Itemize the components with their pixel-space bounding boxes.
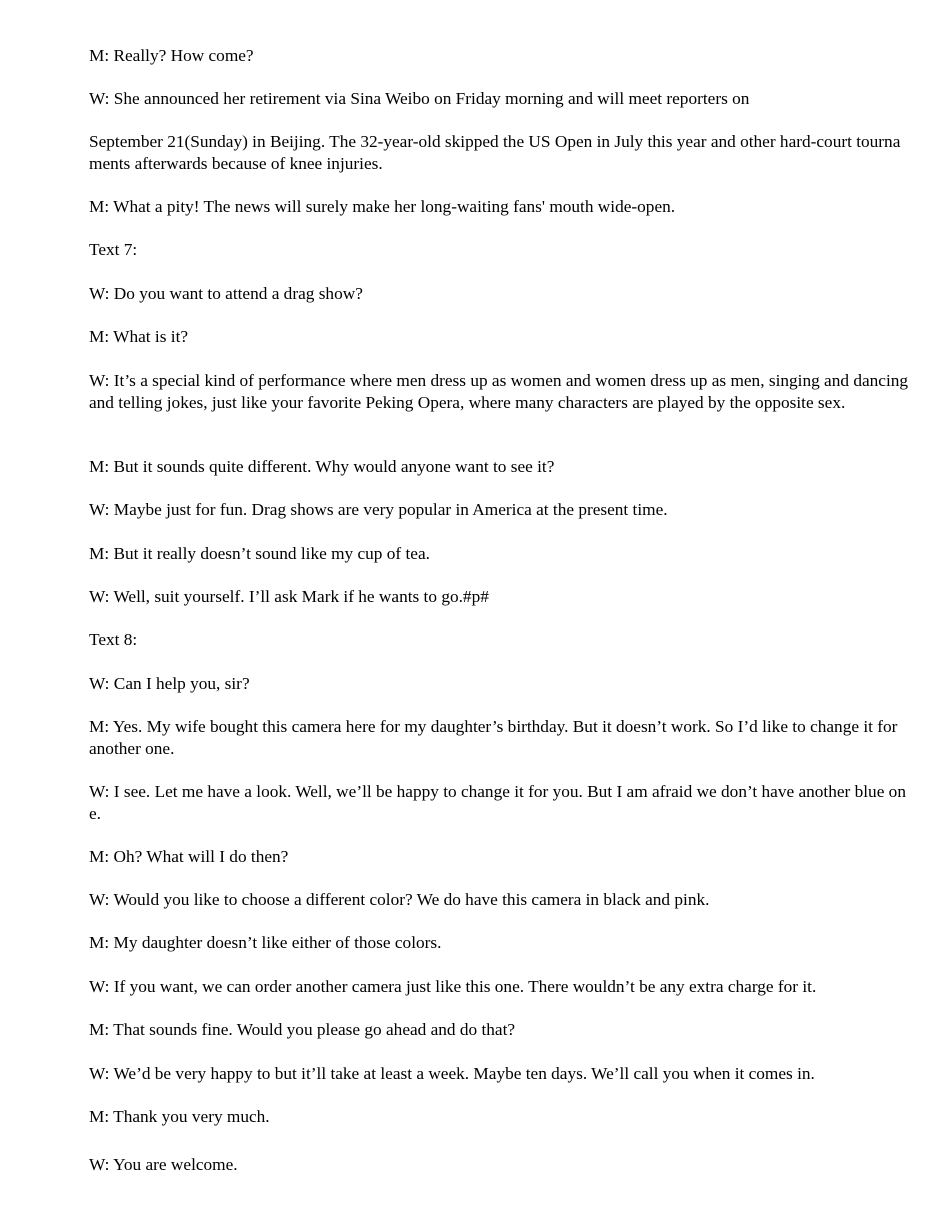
dialogue-line: M: But it sounds quite different. Why would anyone want to see it?: [89, 457, 555, 476]
dialogue-line: W: Can I help you, sir?: [89, 674, 250, 693]
dialogue-line: W: If you want, we can order another camera just like this one. There wouldn’t be any extra charge for it.: [89, 977, 817, 996]
dialogue-line: September 21(Sunday) in Beijing. The 32-year-old skipped the US Open in July this year and other hard-court tournaments afterwards because of knee injuries.: [89, 132, 901, 173]
section-heading-text-8: Text 8:: [89, 630, 138, 649]
dialogue-line: M: But it really doesn’t sound like my cup of tea.: [89, 544, 430, 563]
dialogue-line: W: We’d be very happy to but it’ll take at least a week. Maybe ten days. We’ll call you when it comes in.: [89, 1064, 815, 1083]
dialogue-line: W: Do you want to attend a drag show?: [89, 284, 363, 303]
dialogue-line: M: Really? How come?: [89, 46, 254, 65]
dialogue-line: M: What a pity! The news will surely make her long-waiting fans' mouth wide-open.: [89, 197, 676, 216]
dialogue-line: W: Would you like to choose a different color? We do have this camera in black and pink.: [89, 890, 710, 909]
dialogue-line: M: That sounds fine. Would you please go ahead and do that?: [89, 1020, 516, 1039]
dialogue-line: M: Thank you very much.: [89, 1107, 270, 1126]
dialogue-line: M: What is it?: [89, 327, 189, 346]
dialogue-line: M: Yes. My wife bought this camera here for my daughter’s birthday. But it doesn’t work. So I’d like to change it for another one.: [89, 717, 898, 758]
section-heading-text-7: Text 7:: [89, 240, 138, 259]
dialogue-line: W: I see. Let me have a look. Well, we’ll be happy to change it for you. But I am afraid we don’t have another blue one.: [89, 782, 906, 823]
dialogue-line: W: Well, suit yourself. I’ll ask Mark if he wants to go.#p#: [89, 587, 489, 606]
dialogue-line: W: You are welcome.: [89, 1155, 238, 1174]
dialogue-line: W: It’s a special kind of performance where men dress up as women and women dress up as men, singing and dancing and telling jokes, just like your favorite Peking Opera, where many characters are played by the opposite sex.: [89, 371, 909, 412]
dialogue-line: M: Oh? What will I do then?: [89, 847, 289, 866]
dialogue-line: W: She announced her retirement via Sina Weibo on Friday morning and will meet reporters on: [89, 89, 750, 108]
dialogue-line: M: My daughter doesn’t like either of those colors.: [89, 933, 442, 952]
dialogue-line: W: Maybe just for fun. Drag shows are very popular in America at the present time.: [89, 500, 668, 519]
